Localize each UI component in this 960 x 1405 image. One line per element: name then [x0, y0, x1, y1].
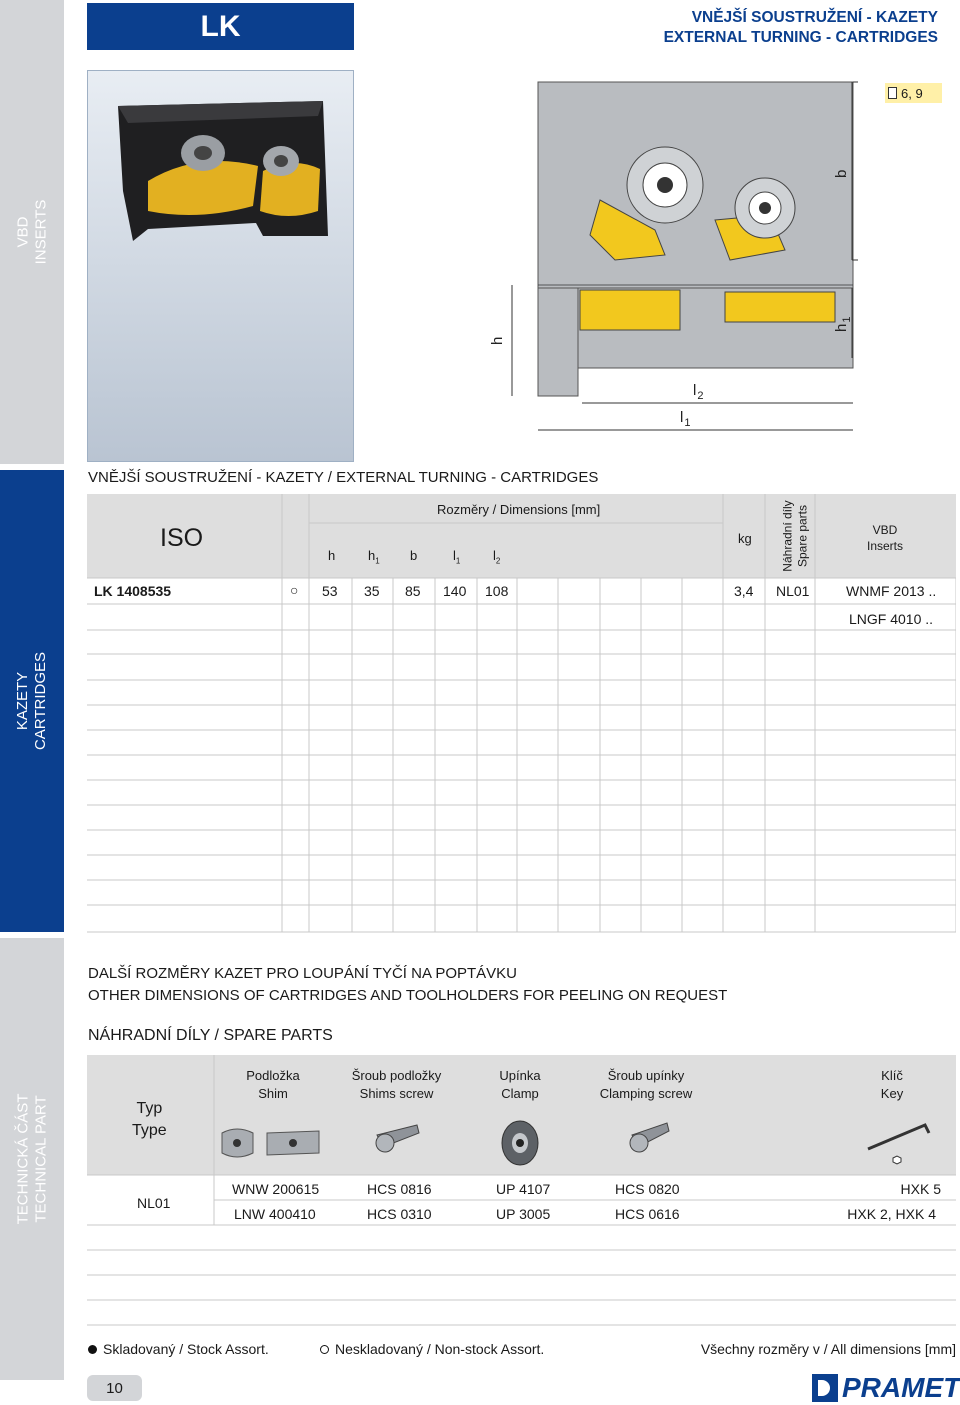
sidebar-tab-cartridges[interactable]	[0, 470, 64, 932]
dim-label-h: h	[489, 336, 506, 345]
dims-caption: Rozměry / Dimensions [mm]	[437, 502, 601, 517]
spare-cell-clamp: UP 3005	[496, 1206, 551, 1222]
spare-row[interactable]	[214, 1200, 956, 1225]
dim-label-l2: $l_2$	[693, 382, 704, 402]
spare-col-shim-screw: Šroub podložky Shims screw	[351, 1068, 442, 1101]
col-kg: kg	[738, 531, 752, 546]
legend-nonstock: Neskladovaný / Non-stock Assort.	[320, 1341, 544, 1357]
row-h1: 35	[364, 583, 380, 599]
sidebar-tab-technical[interactable]	[0, 938, 64, 1380]
col-h1: $h_1$	[368, 548, 380, 566]
shim-icon	[222, 1129, 319, 1157]
row-spare: NL01	[776, 583, 810, 599]
spare-col-clamp: Upínka Clamp	[499, 1068, 541, 1101]
col-l2: $l_2$	[493, 548, 501, 566]
spare-cell-shim-screw: HCS 0310	[367, 1206, 432, 1222]
screw-icon	[376, 1125, 419, 1152]
key-icon	[868, 1125, 929, 1149]
row-insert-1: WNMF 2013 ..	[846, 583, 937, 599]
spare-cell-shim: WNW 200615	[232, 1181, 320, 1197]
spare-typ-label: Typ Type	[132, 1100, 167, 1139]
filled-dot-icon	[88, 1345, 97, 1354]
sidebar-tab-label-cz: VBD	[14, 216, 31, 248]
spare-col-shim: Podložka Shim	[246, 1068, 300, 1101]
row-h: 53	[322, 583, 338, 599]
legend-dimensions: Všechny rozměry v / All dimensions [mm]	[700, 1341, 956, 1357]
sidebar-tab-label-en: INSERTS	[32, 199, 49, 265]
spare-cell-clamp: UP 4107	[496, 1181, 551, 1197]
iso-header: ISO	[160, 524, 204, 552]
row-kg: 3,4	[734, 583, 754, 599]
spare-cell-shim: LNW 400410	[234, 1206, 316, 1222]
legend-stock: Skladovaný / Stock Assort.	[88, 1341, 269, 1357]
row-b: 85	[405, 583, 421, 599]
product-photo	[87, 70, 354, 462]
product-code-badge: LK	[87, 3, 354, 50]
spare-row[interactable]	[214, 1175, 956, 1200]
spare-cell-shim-screw: HCS 0816	[367, 1181, 432, 1197]
spare-parts-table	[87, 1055, 956, 1327]
sidebar-tab-label-cz: KAZETY	[14, 671, 32, 731]
row-code: LK 1408535	[94, 583, 172, 599]
cartridge-table	[87, 494, 956, 934]
dim-label-h1: $h_1$	[833, 316, 853, 332]
sidebar-tab-inserts[interactable]	[0, 0, 64, 464]
section-title: VNĚJŠÍ SOUSTRUŽENÍ - KAZETY / EXTERNAL TURNING - CARTRIDGES	[88, 469, 599, 486]
notice-line-cz: DALŠÍ ROZMĚRY KAZET PRO LOUPÁNÍ TYČÍ NA POPTÁVKU	[88, 965, 518, 982]
spare-cell-clamping-screw: HCS 0616	[615, 1206, 680, 1222]
spare-col-clamping-screw: Šroub upínky Clamping screw	[599, 1068, 693, 1101]
clamping-screw-icon	[630, 1123, 669, 1152]
col-b: b	[410, 548, 418, 563]
pramet-logo-text: PRAMET	[842, 1372, 960, 1403]
spare-cell-key: HXK 2, HXK 4	[847, 1206, 936, 1222]
dim-label-b: b	[833, 169, 850, 178]
row-stock-status: ○	[290, 582, 299, 598]
spare-parts-title: NÁHRADNÍ DÍLY / SPARE PARTS	[88, 1027, 333, 1044]
page-number: 10	[87, 1375, 142, 1401]
table-grid	[87, 494, 956, 934]
header-title-en: EXTERNAL TURNING - CARTRIDGES	[663, 29, 938, 46]
open-dot-icon	[320, 1345, 329, 1354]
row-l1: 140	[443, 583, 467, 599]
spare-cell-clamping-screw: HCS 0820	[615, 1181, 680, 1197]
col-h: h	[328, 548, 336, 563]
spare-cell-key: HXK 5	[900, 1181, 941, 1197]
pramet-logo-icon	[812, 1374, 838, 1402]
row-insert-2: LNGF 4010 ..	[849, 611, 934, 627]
sidebar-tab-label-en: TECHNICAL PART	[32, 1095, 50, 1223]
spare-col-key: Klíč Key	[880, 1068, 904, 1101]
col-spare: Náhradní díly Spare parts	[781, 500, 810, 572]
spare-row-type: NL01	[137, 1195, 171, 1211]
sidebar-tab-label-cz: TECHNICKÁ ČÁST	[14, 1093, 32, 1225]
header-title-cz: VNĚJŠÍ SOUSTRUŽENÍ - KAZETY	[691, 9, 938, 26]
page-reference[interactable]	[885, 83, 942, 103]
row-l2: 108	[485, 583, 509, 599]
sidebar-tab-label-en: CARTRIDGES	[32, 651, 50, 751]
technical-drawing	[440, 60, 960, 465]
col-inserts: VBD Inserts	[867, 523, 904, 553]
document-icon	[888, 87, 897, 99]
pramet-logo	[812, 1372, 960, 1404]
table-row[interactable]	[87, 578, 956, 604]
notice	[88, 963, 727, 1007]
page-reference-text: 6, 9	[901, 85, 923, 101]
clamp-icon	[502, 1121, 538, 1165]
notice-line-en: OTHER DIMENSIONS OF CARTRIDGES AND TOOLHOLDERS FOR PEELING ON REQUEST	[88, 987, 728, 1004]
dim-label-l1: $l_1$	[680, 409, 691, 429]
col-l1: $l_1$	[453, 548, 461, 566]
page-header	[664, 8, 938, 48]
